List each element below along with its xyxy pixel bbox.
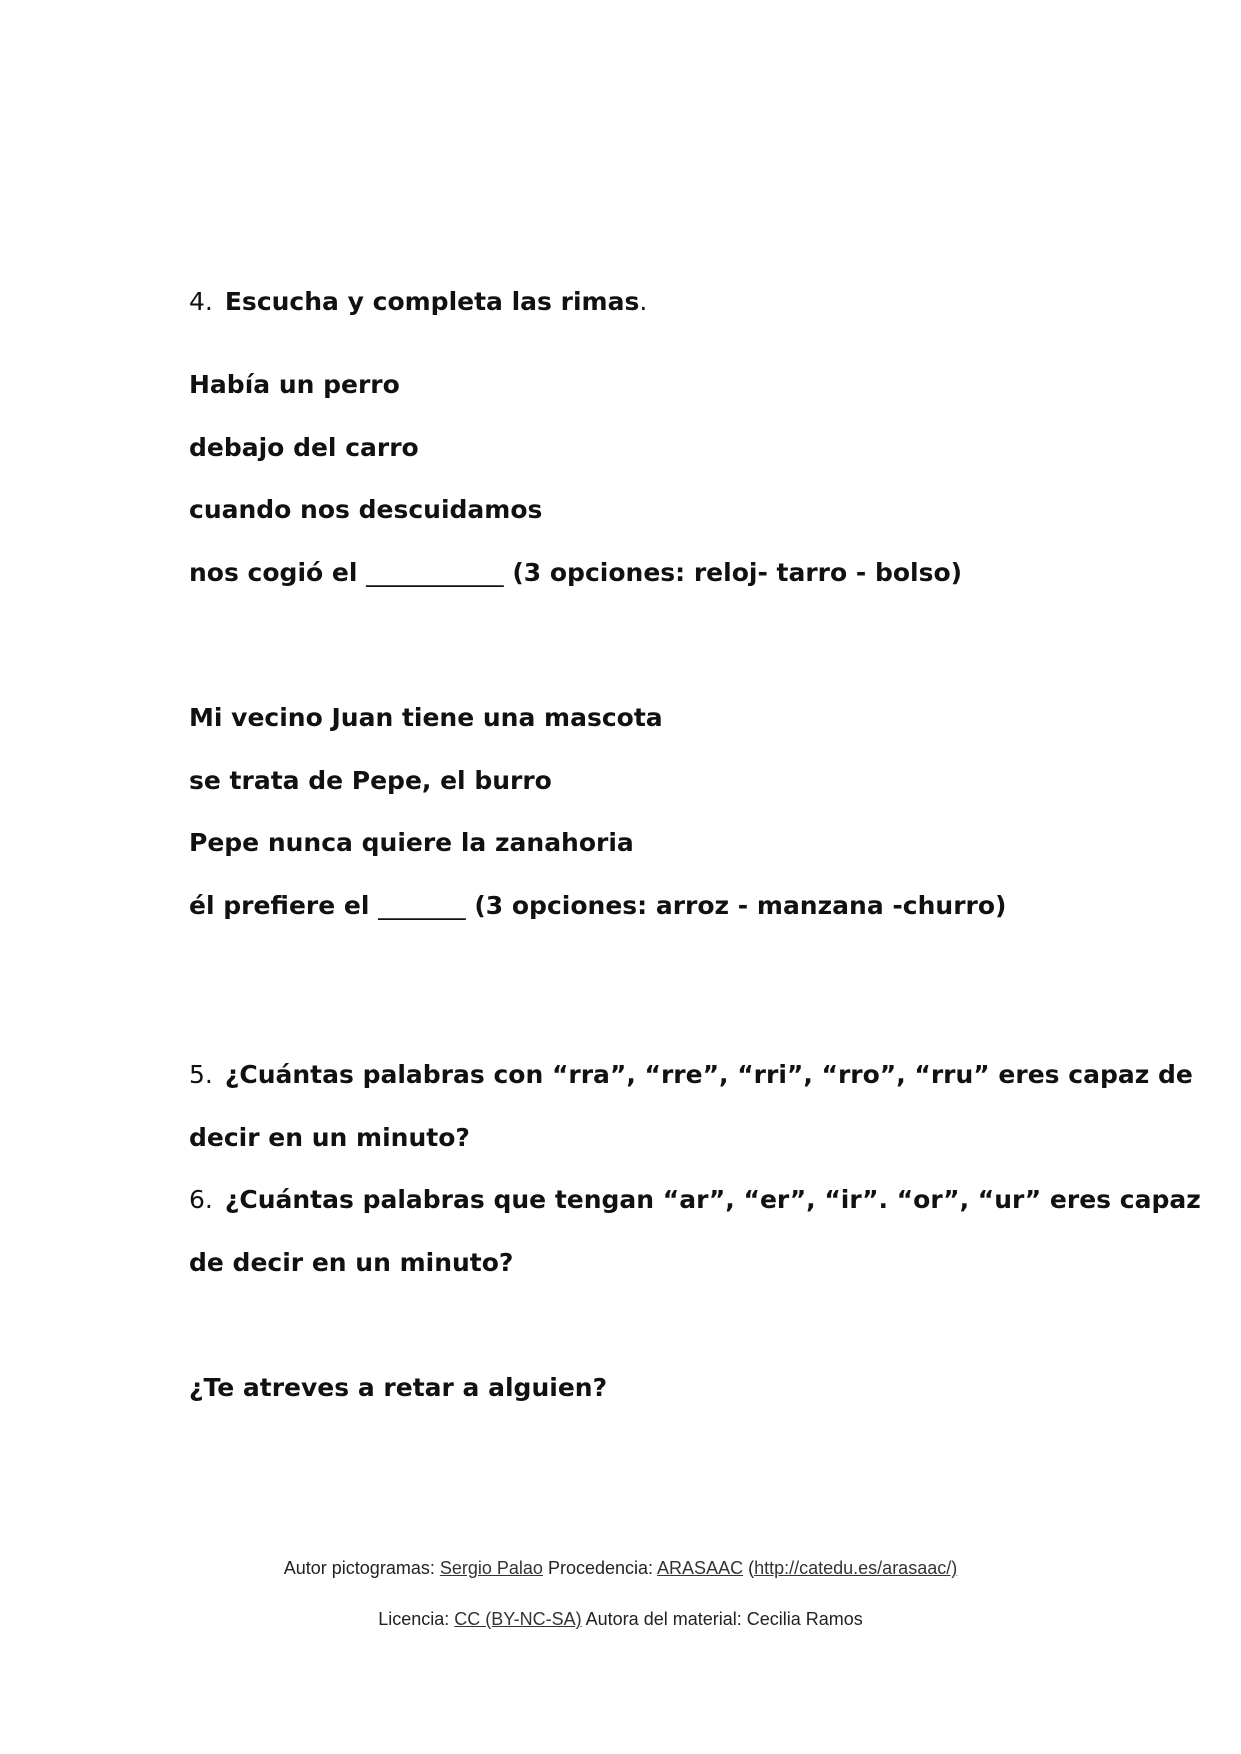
author-label: Autor pictogramas: — [283, 1558, 435, 1578]
license-label: Licencia: — [378, 1609, 450, 1629]
rhyme-1-line-1: Había un perro — [189, 370, 400, 399]
exercise-5-line-2: decir en un minuto? — [189, 1123, 470, 1152]
exercise-4-title: Escucha y completa las rimas — [224, 287, 640, 316]
exercise-5-number: 5. — [189, 1060, 213, 1089]
exercise-4-title-end: . — [639, 287, 648, 316]
rhyme-1-line-2: debajo del carro — [189, 433, 419, 462]
rhyme-2-blank: _______ — [378, 891, 466, 920]
rhyme-2-line-1: Mi vecino Juan tiene una mascota — [189, 703, 663, 732]
rhyme-1-line-4 — [189, 556, 962, 590]
source-url-link[interactable]: http://catedu.es/arasaac/) — [754, 1558, 958, 1578]
author-link[interactable]: Sergio Palao — [439, 1558, 543, 1578]
exercise-4-heading — [189, 285, 647, 319]
rhyme-1-line-3: cuando nos descuidamos — [189, 495, 543, 524]
rhyme-2-line-4 — [189, 889, 1006, 923]
source-link[interactable]: ARASAAC — [657, 1558, 744, 1578]
exercise-5-text: ¿Cuántas palabras con “rra”, “rre”, “rri”, “rro”, “rru” eres capaz de — [224, 1060, 1193, 1089]
paren-open: ( — [748, 1558, 755, 1578]
exercise-5-line-1 — [189, 1058, 1193, 1092]
exercise-6-line-1 — [189, 1183, 1201, 1217]
exercise-6-number: 6. — [189, 1185, 213, 1214]
footer-credits — [0, 1556, 1241, 1580]
rhyme-1-options: (3 opciones: reloj- tarro - bolso) — [512, 558, 963, 587]
challenge-question: ¿Te atreves a retar a alguien? — [189, 1373, 608, 1402]
material-author: Autora del material: Cecilia Ramos — [585, 1609, 863, 1629]
rhyme-1-blank: ___________ — [366, 558, 504, 587]
license-link[interactable]: CC (BY-NC-SA) — [454, 1609, 582, 1629]
exercise-4-number: 4. — [189, 287, 213, 316]
rhyme-2-options: (3 opciones: arroz - manzana -churro) — [474, 891, 1007, 920]
source-url-wrapper — [748, 1558, 957, 1578]
rhyme-1-line-4-start: nos cogió el — [189, 558, 358, 587]
rhyme-2-line-3: Pepe nunca quiere la zanahoria — [189, 828, 634, 857]
footer-license — [0, 1607, 1241, 1631]
exercise-6-text: ¿Cuántas palabras que tengan “ar”, “er”, “ir”. “or”, “ur” eres capaz — [224, 1185, 1201, 1214]
exercise-6-line-2: de decir en un minuto? — [189, 1248, 514, 1277]
source-label: Procedencia: — [547, 1558, 654, 1578]
rhyme-2-line-4-start: él prefiere el — [189, 891, 370, 920]
rhyme-2-line-2: se trata de Pepe, el burro — [189, 766, 552, 795]
